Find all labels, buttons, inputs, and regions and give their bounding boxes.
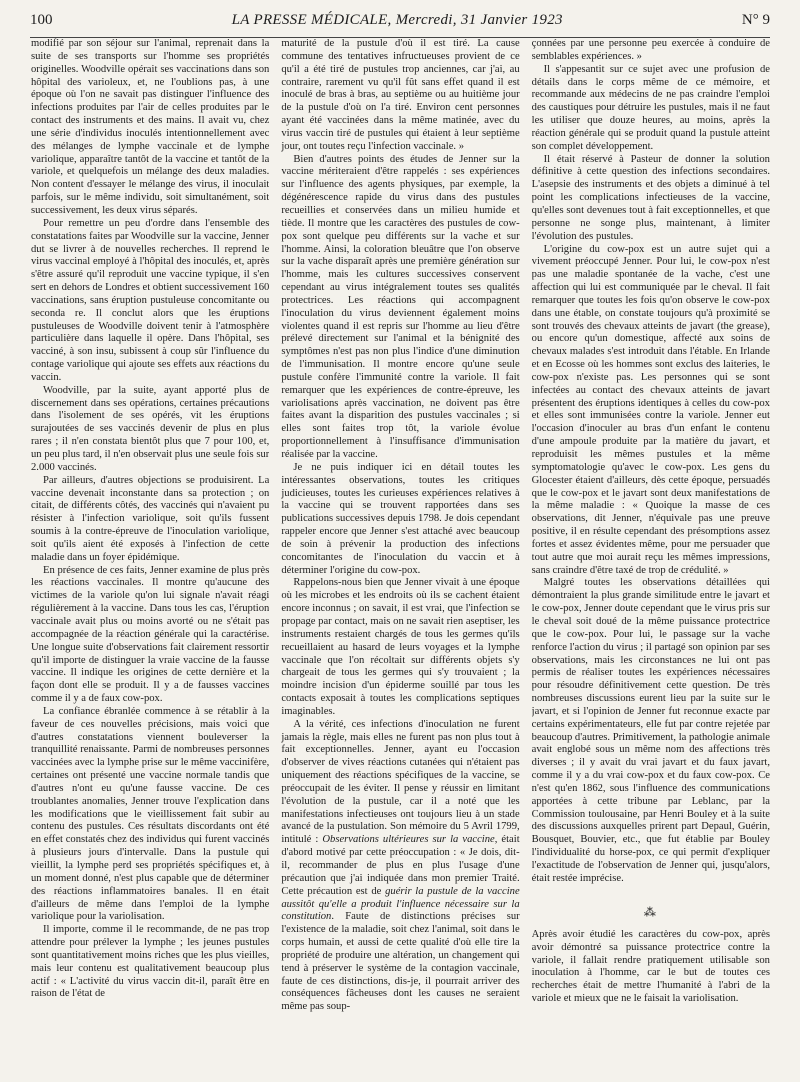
paragraph: Rappelons-nous bien que Jenner vivait à une époque où les microbes et les endroits où ils se cachent étaient encore inconnus ; on savait, il est vrai, que l'infection se propage par contact, mais on ne savait rien aseptiser, les instruments restaient chargés de tous les germes qu'ils recueillaient au hasard de leurs voyages et la lymphe vaccinale que l'on récoltait sur différents objets s'y chargeait de tous les germes qui s'y trouvaient ; la moindre incision d'un épiderme souillé par tous les contacts exposait à toutes les complications septiques imaginables. bbox=[281, 577, 520, 717]
paragraph: Malgré toutes les observations détaillées qui démontraient la plus grande similitude entre le javart et le cow-pox, Jenner doute cependant que le virus pris sur le cheval soit doué de la même puissance protectrice que le cow-pox. Pour lui, le passage sur la vache renforce l'action du virus ; il partagé son opinion par ses observations, mais les circonstances ne lui ont pas permis de réaliser toutes les expériences nécessaires pour résoudre définitivement cette question. De très nombreuses discussions eurent lieu par la suite sur le javart, et si l'opinion de Jenner fut reconnue exacte par certains expérimentateurs, elle fut par contre rejetée par beaucoup d'autres. Primitivement, la pathologie animale avait englobé sous un même nom des affections très diverses ; il y avait du vrai javart et du faux javart, comme il y a du vrai cow-pox et du faux cow-pox. Ce n'est qu'en 1862, sous l'influence des communications apportées à cette tribune par Leblanc, par la Commission toulousaine, par Henri Bouley et à la suite des discussions auxquelles prirent part Depaul, Guérin, Bousquet, Bouvier, etc., que fut établie par Bouley l'individualité du horse-pox, ce qui permit d'expliquer l'exactitude de l'observation de Jenner qui, jusqu'alors, était restée imprécise. bbox=[531, 577, 770, 884]
paragraph: Il s'appesantit sur ce sujet avec une profusion de détails dans le corps même de ce mémoire, et recommande aux médecins de ne pas craindre l'emploi des caustiques pour détruire les pustules, mais il ne faut les utiliser que douze heures, au moins, après la réaction générale qui se produit quand la pustule atteint son complet développement. bbox=[531, 63, 770, 152]
paragraph: Bien d'autres points des études de Jenner sur la vaccine mériteraient d'être rappelés : ses expériences sur l'influence des agents physiques, par exemple, la dégénérescence rapide du virus dans des pustules recueillies et conservées dans un milieu humide et tiède. Il montre que les caractères des pustules de cow-pox sont quelque peu différents sur la vache et sur l'homme. Ainsi, la coloration bleuâtre que l'on observe sur la vache disparaît après une première génération sur l'homme, mais les cultures successives conservent cependant au virus intégralement toutes ses qualités protectrices. Les réactions qui accompagnent l'inoculation du virus deviennent également moins violentes quand il est repris sur l'homme au lieu d'être prélevé directement sur l'animal et la bénignité des symptômes n'est pas non plus l'indice d'une diminution de l'immunisation. Il montre encore qu'une seule pustule confère l'immunité contre la variole. Il fait remarquer que les expériences de contre-épreuve, les variolisations après vaccination, ne doivent pas être faites avant la disparition des pustules vaccinales ; si elles sont faites trop tôt, la variole évolue proportionnellement à l'insuffisance d'immunisation réalisée par la vaccine. bbox=[281, 153, 520, 460]
journal-title: LA PRESSE MÉDICALE, Mercredi, 31 Janvier 1923 bbox=[231, 12, 563, 28]
issue-number: N° 9 bbox=[741, 12, 770, 28]
paragraph: Par ailleurs, d'autres objections se produisirent. La vaccine devenait inconstante dans sa protection ; on citait, de différents côtés, des vaccinés qui n'avaient pu résister à l'infection variolique, soit qu'ils fussent soumis à la contre-épreuve de l'inoculation variolique, soit qu'ils aient été exposés à l'infection de cette maladie dans un foyer épidémique. bbox=[31, 474, 270, 563]
italic-title: guérir la pustule de la vaccine aussitôt qu'elle a produit l'influence nécessaire sur la constitution bbox=[281, 885, 520, 923]
paragraph: En présence de ces faits, Jenner examine de plus près les réactions vaccinales. Il montre qu'aucune des victimes de la variole qu'on lui signale n'avait réagi régulièrement à la vaccine. Dans tous les cas, l'éruption vaccinale avait plus ou moins avorté ou ne s'était pas accompagnée de la réaction générale qui la caractérise. Une longue suite d'observations fait clairement ressortir qu'il importe de distinguer la vraie vaccine de la fausse vaccine. Il indique les origines de cette dernière et la façon dont elle se produit. Il y a de fausses vaccines comme il y a de faux cow-pox. bbox=[31, 564, 270, 705]
column-1 bbox=[31, 38, 269, 1074]
paragraph: Je ne puis indiquer ici en détail toutes les intéressantes observations, toutes les critiques judicieuses, toutes les curieuses expériences relatives à la vaccine qui se trouvent rapportées dans ses publications successives depuis 1798. Je dois cependant rappeler encore que Jenner s'est attaché avec beaucoup de soin à prévenir la production des infections concomitantes de l'inoculation du vaccin et à déterminer l'origine du cow-pox. bbox=[281, 461, 520, 576]
italic-title: Observations ultérieures sur la vaccine bbox=[322, 834, 495, 846]
page-header bbox=[30, 12, 770, 38]
paragraph: L'origine du cow-pox est un autre sujet qui a vivement préoccupé Jenner. Pour lui, le cow-pox n'est pas une maladie spontanée de la vache, c'est une affection qui lui est communiquée par le cheval. Il fait remarquer que toutes les fois qu'on observe le cow-pox dans une étable, on constate toujours qu'à proximité se sont trouvés des chevaux atteints de javart (the grease), ou encore qu'un domestique, affecté aux soins de chevaux malades s'est introduit dans l'étable. En Irlande et en Ecosse où les hommes sont exclus des laiteries, le cow-pox n'existe pas. Les personnes qui se sont infectées au contact des chevaux atteints de javart présentent des éruptions identiques à celles du cow-pox et elles sont immunisées contre la variole. Jenner eut l'occasion d'inoculer au bras d'un enfant le contenu d'une ampoule produite par la matière du javart, et reproduisit les mêmes pustules et la même symptomatologie qu'avec le cow-pox. Les gens du Glocester étaient d'ailleurs, dès cette époque, persuadés que le cow-pox et le javart sont deux manifestations de la même maladie : « Quoique la masse de ces observations, dit Jenner, n'équivale pas une preuve positive, il en résulte cependant des présomptions assez fortes et assez évidentes même, pour me persuader que tout autre que moi aurait reçu les mêmes impressions, sans craindre d'être taxé de trop de crédulité. » bbox=[531, 243, 770, 576]
paragraph: Après avoir étudié les caractères du cow-pox, après avoir démontré sa puissance protectrice contre la variole, il fallait rendre pratiquement utilisable son inoculation à l'homme, car le but de toutes ces recherches était de mettre l'humanité à l'abri de la variole et mieux que ne le faisait la variolisation. bbox=[531, 928, 770, 1005]
paragraph: Woodville, par la suite, ayant apporté plus de discernement dans ses opérations, certaines précautions dans l'isolement de ses opérés, vit les éruptions surajoutées de ses vaccinés devenir de plus en plus rares ; il n'en constata bientôt plus que 7 pour 100, et, un peu plus tard, il n'en observait plus une seule fois sur 2.000 vaccinés. bbox=[31, 384, 270, 473]
paragraph: modifié par son séjour sur l'animal, reprenait dans la suite de ses transports sur l'homme ses propriétés originelles. Woodville opérait ses vaccinations dans son hôpital des varioleux, et, ne l'oublions pas, à une époque où l'on ne savait pas distinguer l'influence des infections produites par l'air de celles produites par le contact des instruments et des mains. Il avait vu, chez une série d'individus inoculés intentionnellement avec des mélanges de lymphe vaccinale et de lymphe variolique, apparaître tantôt de la vaccine et tantôt de la variole, et quelquefois un mélange des deux maladies. Non content d'essayer le mélange des virus, il inoculait parfois, sur le même individu, soit simultanément, soit successivement, les deux virus séparés. bbox=[31, 38, 270, 216]
page-number: 100 bbox=[30, 12, 53, 28]
column-3 bbox=[532, 38, 770, 1074]
paragraph: Il importe, comme il le recommande, de ne pas trop attendre pour prélever la lymphe ; les jeunes pustules sont quantitativement moins riches que les plus vieilles, mais leur contenu est qualitativement beaucoup plus actif : « L'activité du virus vaccin dit-il, paraît être en raison de l'état de bbox=[31, 924, 270, 1000]
paragraph: La confiance ébranlée commence à se rétablir à la faveur de ces nouvelles précisions, mais voici que d'autres constatations viennent bouleverser la tranquillité renaissante. Parmi de nombreuses personnes vaccinées avec la lymphe prise sur le même vaccinifère, certaines ont présenté une vaccine normale tandis que d'autres n'ont eu qu'une fausse vaccine. De ces troublantes anomalies, Jenner trouve l'explication dans les modifications que le vieillissement fait subir au contenu des pustules. Ces résultats discordants ont été en effet constatés chez des individus qui furent vaccinés à plusieurs jours d'intervalle. Dans la pustule qui vieillit, la lymphe perd ses propriétés spécifiques et, à un moment donné, n'est plus capable que de déterminer des réactions inflammatoires banales. Il en était d'ailleurs de même dans l'emploi de la lymphe variolique pour la variolisation. bbox=[31, 705, 270, 923]
paragraph: çonnées par une personne peu exercée à conduire de semblables expériences. » bbox=[531, 38, 770, 62]
column-2 bbox=[281, 38, 519, 1074]
section-separator: ⁂ bbox=[643, 905, 658, 919]
paragraph: Il était réservé à Pasteur de donner la solution définitive à cette question des infections secondaires. L'asepsie des instruments et des objets a diminué à tel point les complications infectieuses de la vaccine, qu'elles sont devenues tout à fait exceptionnelles, et que personne ne songe plus, maintenant, à limiter l'évolution des pustules. bbox=[531, 153, 770, 242]
closing-section bbox=[532, 890, 770, 1006]
paragraph: maturité de la pustule d'où il est tiré. La cause commune des tentatives infructueuses provient de ce qu'il a été tiré de pustules trop anciennes, car j'ai, au contraire, rarement vu qu'il fût sans effet quand il est inoculé de bras à bras, au septième ou au huitième jour de la pustule d'où on l'a tiré. Environ cent personnes ayant été vaccinées dans la même matinée, avec du virus vaccin tiré de pustules qui étaient à leur septième jour, ont toutes reçu l'infection vaccinale. » bbox=[281, 38, 520, 152]
article-columns bbox=[31, 38, 770, 1074]
paragraph: Pour remettre un peu d'ordre dans l'ensemble des constatations faites par Woodville sur la vaccine, Jenner dut se livrer à de nouvelles recherches. Il reprend le virus vaccinal employé à l'hôpital des inoculés, et, après s'être assuré qu'il reproduit une vaccine typique, il s'en sert en dehors de Londres et obtient successivement 160 vaccinations, sans éruption pustuleuse concomitante ou seconda re. Il conclut alors que les éruptions pustuleuses de Woodville doivent tenir à l'atmosphère particulière dans laquelle il opère. Dans l'hôpital, ses vacciné, à son insu, subissent à coup sûr l'influence du contage variolique qui ajoute ses effets aux réactions du vaccin. bbox=[31, 217, 270, 383]
paragraph: A la vérité, ces infections d'inoculation ne furent jamais la règle, mais elles ne furent pas non plus tout à fait exceptionnelles. Jenner, ayant eu l'occasion d'observer de vives réactions cutanées qui n'étaient pas uniquement des réactions spécifiques de la vaccine, se préoccupait de les éviter. Il pense y réussir en limitant l'évolution de la pustule, car il a noté que les manifestations infectieuses ont toujours lieu à un stade avancé de la pustulation. Son mémoire du 5 Avril 1799, intitulé : Observations ultérieures sur la vaccine, était d'abord motivé par cette préoccupation : « Je dois, dit-il, recommander de plus en plus l'usage d'une précaution que j'ai indiquée dans mon premier Traité. Cette précaution est de guérir la pustule de la vaccine aussitôt qu'elle a produit l'influence nécessaire sur la constitution. Faute de distinctions précises sur l'existence de la maladie, soit chez l'animal, soit dans le corps humain, et aussi de cette qualité d'où elle tire la propriété de produire une altération, un changement qui tend à préserver le système de la contagion vaccinale, faute de ces distinctions, dis-je, il pourrait arriver des conséquences fâcheuses dont les causes ne seraient même pas soup- bbox=[281, 718, 520, 1013]
